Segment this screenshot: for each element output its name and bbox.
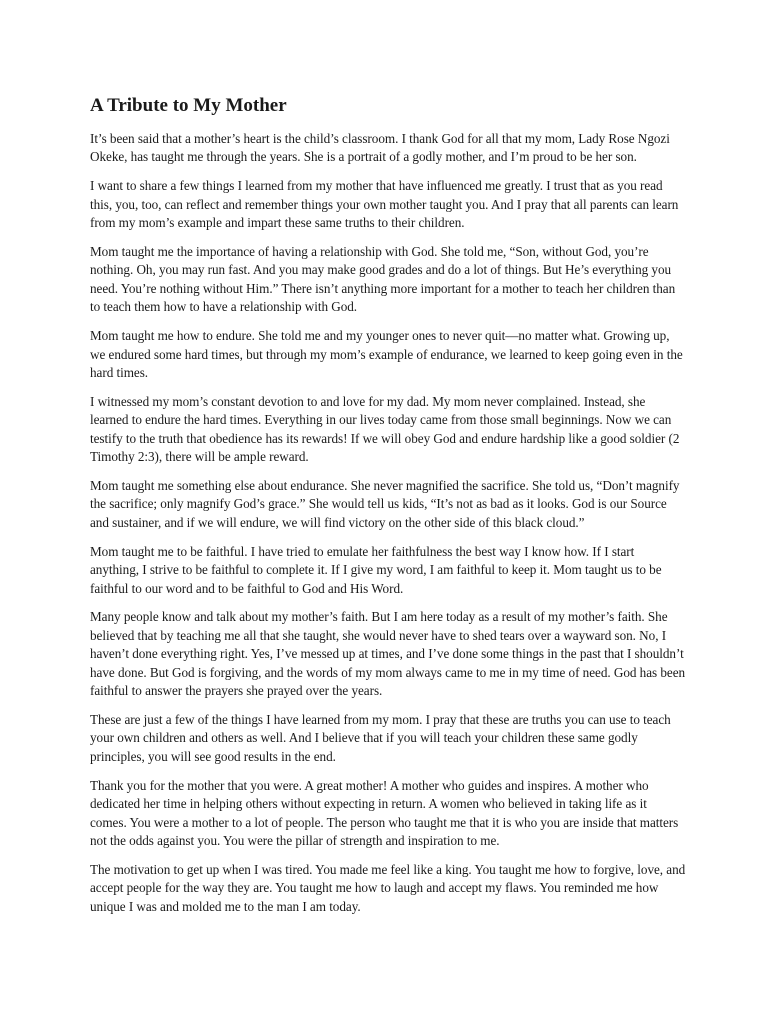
- paragraph: These are just a few of the things I have learned from my mom. I pray that these are truths you can use to teach your own children and others as well. And I believe that if you will teach your children these same godly principles, you will see good results in the end.: [90, 711, 671, 764]
- paragraph: It’s been said that a mother’s heart is the child’s classroom. I thank God for all that my mom, Lady Rose Ngozi Okeke, has taught me through the years. She is a portrait of a godly mother, and I’m proud to be her son.: [90, 131, 670, 165]
- document-title: A Tribute to My Mother: [90, 95, 287, 116]
- paragraph: I witnessed my mom’s constant devotion to and love for my dad. My mom never complained. Instead, she learned to endure the hard times. Everything in our lives today came from those small beginnings. Now we can testify to the truth that obedience has its rewards! If we will obey God and endure hardship like a good soldier (2 Timothy 2:3), there will be ample reward.: [90, 393, 680, 465]
- paragraph: Mom taught me how to endure. She told me and my younger ones to never quit—no matter what. Growing up, we endured some hard times, but through my mom’s example of endurance, we learned to keep going even in the hard times.: [90, 328, 683, 380]
- paragraph: Mom taught me something else about endurance. She never magnified the sacrifice. She told us, “Don’t magnify the sacrifice; only magnify God’s grace.” She would tell us kids, “It’s not as bad as it looks. God is our Source and sustainer, and if we will endure, we will find victory on the other side of this black cloud.”: [90, 478, 680, 530]
- document-page: [90, 94, 686, 927]
- paragraph: Mom taught me to be faithful. I have tried to emulate her faithfulness the best way I know how. If I start anything, I strive to be faithful to complete it. If I give my word, I am faithful to keep it. Mom taught us to be faithful to our word and to be faithful to God and His Word.: [90, 543, 662, 596]
- paragraph: Many people know and talk about my mother’s faith. But I am here today as a result of my mother’s faith. She believed that by teaching me all that she taught, she would never have to shed tears over a wayward son. No, I haven’t done everything right. Yes, I’ve messed up at times, and I’ve done some things in the past that I shouldn’t have done. But God is forgiving, and the words of my mom always came to me in my time of need. God has been faithful to answer the prayers she prayed over the years.: [90, 609, 686, 699]
- paragraph: I want to share a few things I learned from my mother that have influenced me greatly. I trust that as you read this, you, too, can reflect and remember things your own mother taught you. And I pray that all parents can learn from my mom’s example and impart these same truths to their children.: [90, 178, 679, 231]
- paragraph: Mom taught me the importance of having a relationship with God. She told me, “Son, without God, you’re nothing. Oh, you may run fast. And you may make good grades and do a lot of things. But He’s everything you need. You’re nothing without Him.” There isn’t anything more important for a mother to teach her children than to teach them how to have a relationship with God.: [90, 244, 676, 315]
- paragraph: The motivation to get up when I was tired. You made me feel like a king. You taught me how to forgive, love, and accept people for the way they are. You taught me how to laugh and accept my flaws. You reminded me how unique I was and molded me to the man I am today.: [90, 861, 686, 914]
- paragraph: Thank you for the mother that you were. A great mother! A mother who guides and inspires. A mother who dedicated her time in helping others without expecting in return. A women who believed in taking life as it comes. You were a mother to a lot of people. The person who taught me that it is who you are inside that matters not the odds against you. You were the pillar of strength and inspiration to me.: [90, 777, 679, 848]
